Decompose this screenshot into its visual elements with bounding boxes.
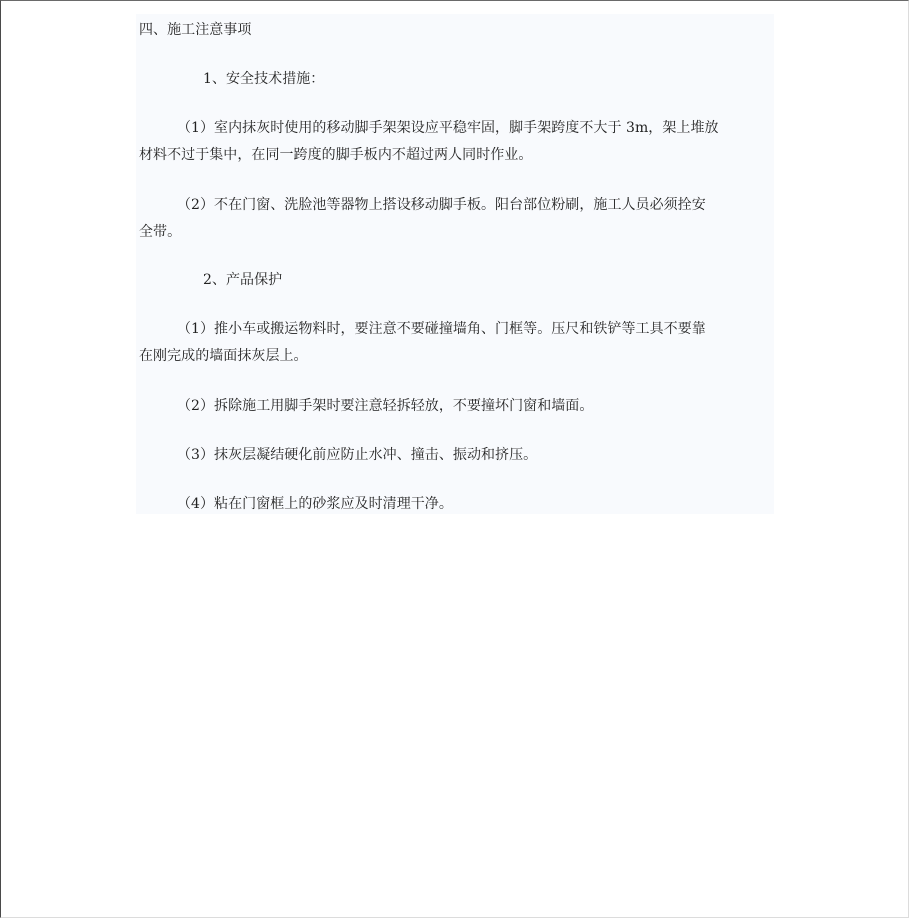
protection-item-3: （3）抹灰层凝结硬化前应防止水冲、撞击、振动和挤压。 [177, 447, 538, 463]
protection-item-2: （2）拆除施工用脚手架时要注意轻拆轻放，不要撞坏门窗和墙面。 [177, 398, 594, 414]
section-title: 四、施工注意事项 [139, 22, 252, 38]
protection-item-4: （4）粘在门窗框上的砂浆应及时清理干净。 [177, 496, 453, 512]
protection-item-1-line-2: 在刚完成的墙面抹灰层上。 [139, 348, 308, 364]
safety-item-1-line-1: （1）室内抹灰时使用的移动脚手架架设应平稳牢固，脚手架跨度不大于 3m，架上堆放 [177, 120, 719, 136]
safety-heading: 1、安全技术措施： [203, 71, 325, 87]
safety-item-2-line-1: （2）不在门窗、洗脸池等器物上搭设移动脚手板。阳台部位粉刷，施工人员必须拴安 [177, 197, 706, 213]
safety-item-2-line-2: 全带。 [139, 224, 182, 240]
safety-item-1-line-2: 材料不过于集中，在同一跨度的脚手板内不超过两人同时作业。 [139, 147, 533, 163]
document-body [136, 14, 774, 514]
protection-item-1-line-1: （1）推小车或搬运物料时，要注意不要碰撞墙角、门框等。压尺和铁铲等工具不要靠 [177, 321, 706, 337]
protection-heading: 2、产品保护 [203, 272, 283, 288]
